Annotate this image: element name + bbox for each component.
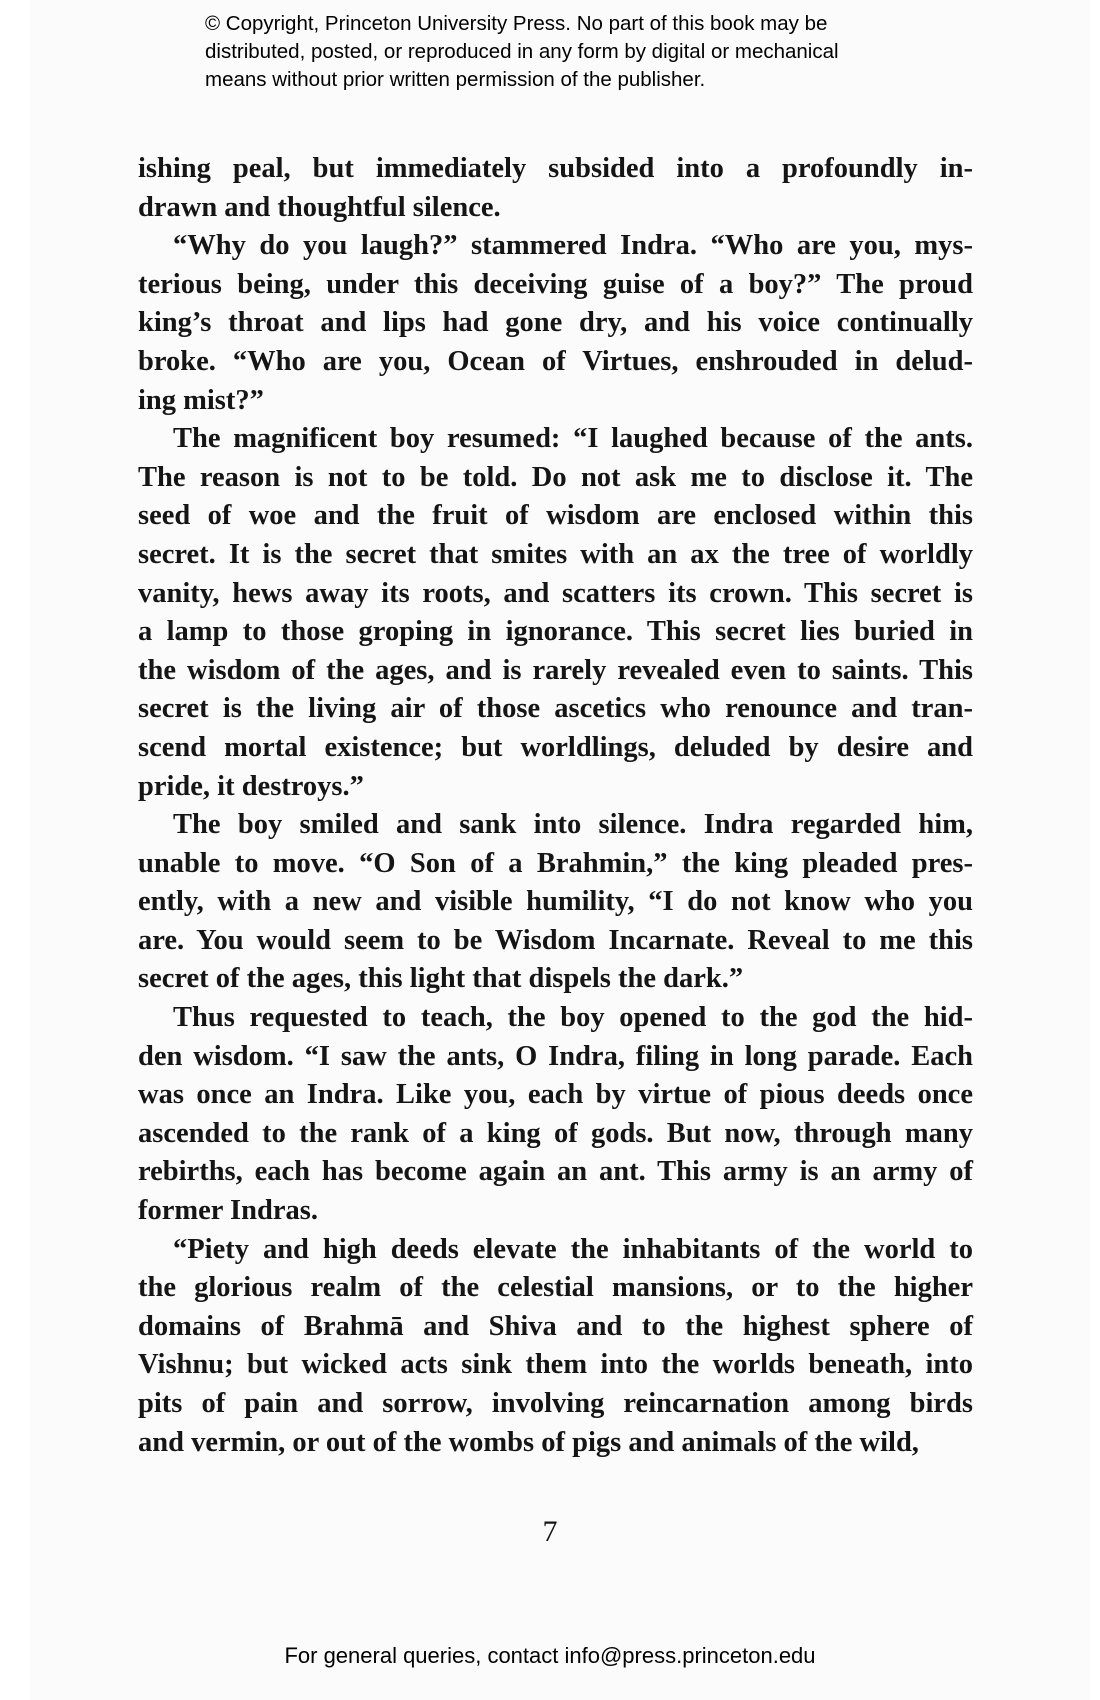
text-line: was once an Indra. Like you, each by virtue of pious deeds once [138,1079,973,1111]
text-line: “Why do you laugh?” stammered Indra. “Who are you, mys- [173,230,973,262]
text-line: rebirths, each has become again an ant. This army is an army of [138,1156,973,1188]
text-line: The reason is not to be told. Do not ask me to disclose it. The [138,461,973,493]
text-line: scend mortal existence; but worldlings, deluded by desire and [138,731,973,763]
text-line: pits of pain and sorrow, involving reincarnation among birds [138,1388,973,1419]
text-line: former Indras. [138,1195,318,1227]
copyright-notice [205,10,925,94]
text-line: vanity, hews away its roots, and scatters its crown. This secret is [138,577,973,609]
text-line: terious being, under this deceiving guise of a boy?” The proud [138,268,973,300]
text-line: secret is the living air of those ascetics who renounce and tran- [138,693,973,725]
text-line: ascended to the rank of a king of gods. But now, through many [138,1117,973,1149]
paragraph [138,227,973,420]
text-line: secret. It is the secret that smites with an ax the tree of worldly [138,538,973,570]
footer-contact: For general queries, contact info@press.princeton.edu [284,1643,816,1668]
copyright-line: distributed, posted, or reproduced in any form by digital or mechanical [205,40,839,63]
paragraph [138,150,973,227]
text-line: the wisdom of the ages, and is rarely revealed even to saints. This [138,654,973,686]
text-line: drawn and thoughtful silence. [138,191,501,223]
text-line: The boy smiled and sank into silence. Indra regarded him, [173,809,973,841]
text-line: den wisdom. “I saw the ants, O Indra, filing in long parade. Each [138,1040,973,1072]
text-line: a lamp to those groping in ignorance. This secret lies buried in [138,616,973,648]
text-line: Vishnu; but wicked acts sink them into the worlds beneath, into [138,1349,973,1381]
text-line: king’s throat and lips had gone dry, and his voice continually [138,307,973,339]
paragraph [138,999,973,1231]
text-line: “Piety and high deeds elevate the inhabitants of the world to [173,1233,973,1265]
text-line: and vermin, or out of the wombs of pigs and animals of the wild, [138,1426,919,1458]
text-line: ently, with a new and visible humility, “I do not know who you [138,886,973,918]
text-line: are. You would seem to be Wisdom Incarnate. Reveal to me this [138,924,973,956]
body-text [138,150,973,1462]
text-line: seed of woe and the fruit of wisdom are enclosed within this [138,500,973,532]
page-number: 7 [542,1515,558,1548]
paragraph [138,1231,973,1463]
text-line: the glorious realm of the celestial mansions, or to the higher [138,1272,973,1304]
text-line: broke. “Who are you, Ocean of Virtues, enshrouded in delud- [138,345,973,377]
text-line: The magnificent boy resumed: “I laughed because of the ants. [173,423,973,455]
text-line: ing mist?” [138,384,264,416]
paragraph [138,806,973,999]
paragraph [138,420,973,806]
text-line: ishing peal, but immediately subsided into a profoundly in- [138,153,973,184]
text-line: pride, it destroys.” [138,770,364,802]
copyright-line: © Copyright, Princeton University Press. No part of this book may be [205,12,828,35]
text-line: unable to move. “O Son of a Brahmin,” the king pleaded pres- [138,847,973,879]
copyright-line: means without prior written permission of the publisher. [205,68,706,91]
text-line: domains of Brahmā and Shiva and to the highest sphere of [138,1310,973,1342]
text-line: Thus requested to teach, the boy opened to the god the hid- [173,1002,973,1034]
text-line: secret of the ages, this light that dispels the dark.” [138,963,744,995]
